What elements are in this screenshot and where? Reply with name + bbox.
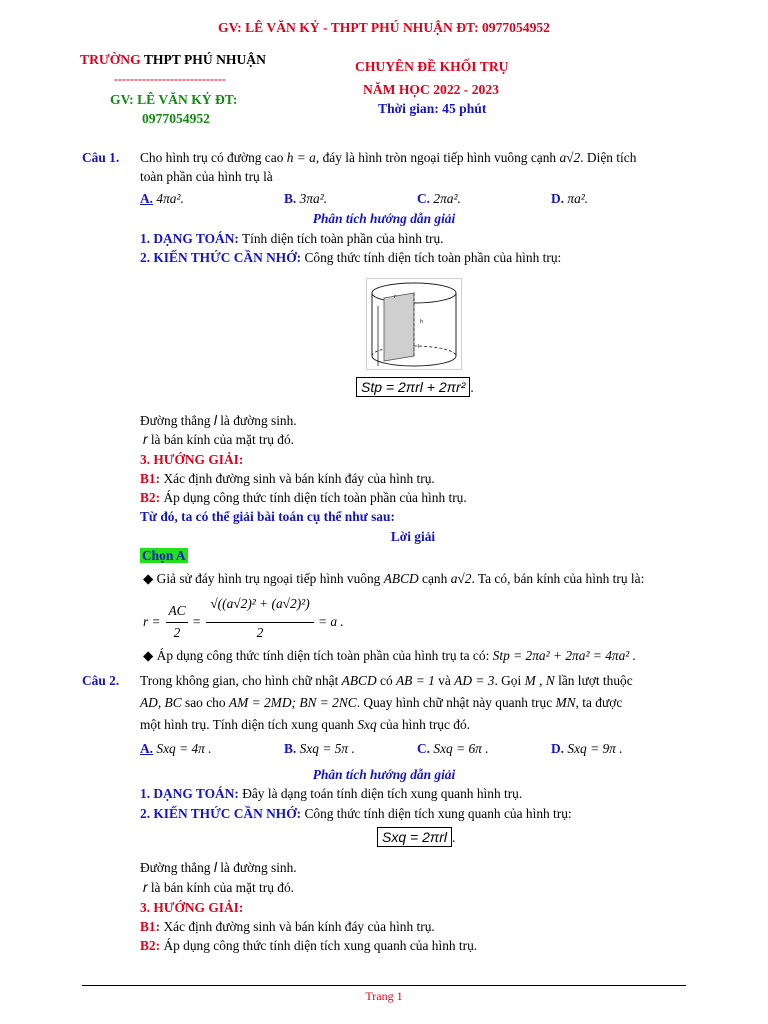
q1-option-a[interactable] [140, 191, 184, 207]
svg-text:r: r [394, 294, 397, 300]
q2-gen-l: l [213, 860, 217, 875]
q1-s2: ◆ Áp dụng công thức tính diện tích toàn phần của hình trụ ta có: [143, 648, 490, 663]
q1-b2-label: B2: [140, 490, 161, 505]
q2-l2-eq: AM = 2MD; BN = 2NC [228, 695, 357, 710]
q1-gen-b: là đường sinh. [220, 413, 297, 428]
q1-option-d-value: πa². [567, 191, 589, 206]
q2-l1-d: . Gọi [494, 673, 522, 688]
q1-text-b: , đáy là hình tròn ngoại tiếp hình vuông cạnh [315, 150, 557, 165]
q2-line2 [140, 695, 622, 711]
q2-b2-label: B2: [140, 938, 161, 953]
q2-l1-ab: AB = 1 [396, 673, 435, 688]
q1-option-d-letter: D. [551, 191, 565, 206]
q1-step2 [143, 648, 636, 664]
q1-type-label: 1. DẠNG TOÁN: [140, 231, 239, 246]
q2-rad-text: là bán kính của mặt trụ đó. [150, 880, 294, 895]
q1-frac1-den: 2 [173, 625, 181, 640]
q2-l2-a: sao cho [185, 695, 226, 710]
q2-l1-mn: M , N [524, 673, 555, 688]
q1-type [140, 231, 444, 247]
q2-option-a-value: Sxq = 4π . [156, 741, 212, 756]
page-number: Trang 1 [365, 989, 403, 1003]
q2-line3 [140, 717, 470, 733]
q2-option-a-letter: A. [140, 741, 154, 756]
q1-text-a: Cho hình trụ có đường cao [140, 150, 284, 165]
q1-b2 [140, 490, 467, 506]
q2-l1-c: và [438, 673, 451, 688]
school-year: NĂM HỌC 2022 - 2023 [363, 82, 499, 97]
q1-rad-text: là bán kính của mặt trụ đó. [150, 432, 294, 447]
q1-r-eq: r = [143, 614, 161, 629]
q1-type-text: Tính diện tích toàn phần của hình trụ. [241, 231, 444, 246]
q1-b1 [140, 471, 435, 487]
q2-option-c[interactable] [417, 741, 489, 757]
q1-formula: Stp = 2πrl + 2πr² [356, 377, 470, 397]
q1-gen-a: Đường thẳng [140, 413, 211, 428]
q2-radius [143, 880, 294, 896]
q1-r-result: = a . [318, 614, 344, 629]
q2-b2-text: Áp dụng công thức tính diện tích xung quanh của hình trụ. [163, 938, 478, 953]
q1-analysis-title: Phân tích hướng dẫn giải [312, 211, 456, 226]
q2-b1 [140, 919, 435, 935]
topic-title: CHUYÊN ĐỀ KHỐI TRỤ [355, 59, 509, 74]
q1-s1: ◆ Giả sử đáy hình trụ ngoại tiếp hình vuông [143, 571, 381, 586]
teacher-line: GV: LÊ VĂN KỶ ĐT: [110, 92, 238, 107]
q2-b1-label: B1: [140, 919, 161, 934]
q2-analysis-title: Phân tích hướng dẫn giải [312, 767, 456, 782]
q1-frac2-num: √((a√2)² + (a√2)²) [210, 596, 310, 611]
q1-h: h = a [286, 150, 316, 165]
q1-eq-sign: = [192, 614, 202, 629]
q2-l3-a: một hình trụ. Tính diện tích xung quanh [140, 717, 354, 732]
q1-b1-text: Xác định đường sinh và bán kính đáy của hình trụ. [163, 471, 435, 486]
q1-frac2-den: 2 [256, 625, 264, 640]
q2-formula-box: Sxq = 2πrl . [377, 829, 455, 846]
q2-option-d-letter: D. [551, 741, 565, 756]
q1-know-label: 2. KIẾN THỨC CẦN NHỚ: [140, 250, 302, 265]
q2-formula: Sxq = 2πrl [377, 827, 452, 847]
q1-formula-box: Stp = 2πrl + 2πr² . [356, 379, 474, 396]
q2-l2-c: , ta được [575, 695, 623, 710]
q1-option-a-letter: A. [140, 191, 154, 206]
q2-l2-b: . Quay hình chữ nhật này quanh trục [356, 695, 553, 710]
school-name: THPT PHÚ NHUẬN [143, 52, 266, 67]
q2-b1-text: Xác định đường sinh và bán kính đáy của hình trụ. [163, 919, 435, 934]
q2-option-b-value: Sxq = 5π . [299, 741, 355, 756]
school-prefix: TRƯỜNG [80, 52, 141, 67]
q1-step1 [143, 571, 644, 587]
q2-label: Câu 2. [82, 673, 120, 688]
q2-l1-b: có [380, 673, 393, 688]
q1-option-b-letter: B. [284, 191, 297, 206]
q2-know-label: 2. KIẾN THỨC CẦN NHỚ: [140, 806, 302, 821]
q1-label: Câu 1. [82, 150, 120, 165]
q1-option-a-value: 4πa². [156, 191, 184, 206]
footer-rule [82, 985, 686, 986]
q2-l1-e: lần lượt thuộc [558, 673, 633, 688]
q1-s1-abcd: ABCD [383, 571, 419, 586]
q2-b2 [140, 938, 477, 954]
q1-chon [140, 548, 188, 564]
q1-frac1-num: AC [168, 603, 186, 618]
q1-side: a√2 [559, 150, 581, 165]
q1-option-c-value: 2πa². [433, 191, 461, 206]
q2-gen-b: là đường sinh. [220, 860, 297, 875]
q1-option-b[interactable] [284, 191, 327, 207]
q2-know-text: Công thức tính diện tích xung quanh của hình trụ: [304, 806, 572, 821]
q1-text-c: . Diện tích [580, 150, 637, 165]
q1-solution-title: Lời giải [390, 529, 436, 544]
q2-type-label: 1. DẠNG TOÁN: [140, 786, 239, 801]
q2-l3-b: của hình trục đó. [380, 717, 471, 732]
q2-know [140, 806, 572, 822]
q2-l1-abcd: ABCD [341, 673, 377, 688]
q2-option-d-value: Sxq = 9π . [567, 741, 623, 756]
q1-line2: toàn phần của hình trụ là [140, 169, 273, 184]
q2-l3-s: Sxq [357, 717, 377, 732]
exam-time: Thời gian: 45 phút [378, 101, 487, 116]
svg-text:l: l [418, 344, 420, 350]
q2-type-text: Đây là dạng toán tính diện tích xung quanh hình trụ. [242, 786, 523, 801]
svg-text:h: h [420, 319, 424, 325]
q2-option-c-letter: C. [417, 741, 431, 756]
q2-option-a[interactable] [140, 741, 212, 757]
q2-option-d[interactable] [551, 741, 623, 757]
q1-frac2-bar [206, 622, 314, 623]
q1-b1-label: B1: [140, 471, 161, 486]
q1-option-d[interactable] [551, 191, 588, 207]
teacher-phone: 0977054952 [142, 111, 210, 126]
q1-transition: Từ đó, ta có thể giải bài toán cụ thể như sau: [140, 509, 395, 524]
q1-rad-r: r [143, 432, 148, 447]
q1-guide-label: 3. HƯỚNG GIẢI: [140, 452, 244, 467]
q1-line1 [140, 150, 636, 166]
q2-l2-mn: MN [555, 695, 576, 710]
q2-l1-a: Trong không gian, cho hình chữ nhật [140, 673, 339, 688]
q1-option-c[interactable] [417, 191, 461, 207]
q1-know-text: Công thức tính diện tích toàn phần của hình trụ: [304, 250, 562, 265]
q2-line1 [140, 673, 633, 689]
q1-radius [143, 432, 294, 448]
q2-generatrix [140, 860, 297, 876]
q1-generatrix [140, 413, 297, 429]
q2-gen-a: Đường thẳng [140, 860, 211, 875]
q1-s1-side: a√2 [450, 571, 472, 586]
cylinder-figure [366, 278, 462, 370]
q1-b2-text: Áp dụng công thức tính diện tích toàn phần của hình trụ. [163, 490, 467, 505]
top-banner: GV: LÊ VĂN KỶ - THPT PHÚ NHUẬN ĐT: 0977054952 [218, 20, 550, 35]
school-line [80, 52, 266, 68]
q1-option-c-letter: C. [417, 191, 431, 206]
q1-gen-l: l [213, 413, 217, 428]
q1-option-b-value: 3πa². [299, 191, 328, 206]
q2-l2-adbc: AD, BC [140, 695, 182, 710]
header-dashes: ---------------------------- [114, 72, 226, 86]
q1-s1-b: cạnh [422, 571, 448, 586]
q1-s2-formula: Stp = 2πa² + 2πa² = 4πa² . [492, 648, 636, 663]
q1-know [140, 250, 561, 266]
q2-option-c-value: Sxq = 6π . [433, 741, 489, 756]
q2-option-b-letter: B. [284, 741, 297, 756]
q1-frac1-bar [166, 622, 188, 623]
q1-s1-c: . Ta có, bán kính của hình trụ là: [471, 571, 645, 586]
q1-chon-badge: Chọn A [142, 548, 186, 563]
q2-guide-label: 3. HƯỚNG GIẢI: [140, 900, 244, 915]
q2-option-b[interactable] [284, 741, 355, 757]
q2-l1-ad: AD = 3 [454, 673, 495, 688]
q2-type [140, 786, 522, 802]
q2-rad-r: r [143, 880, 148, 895]
